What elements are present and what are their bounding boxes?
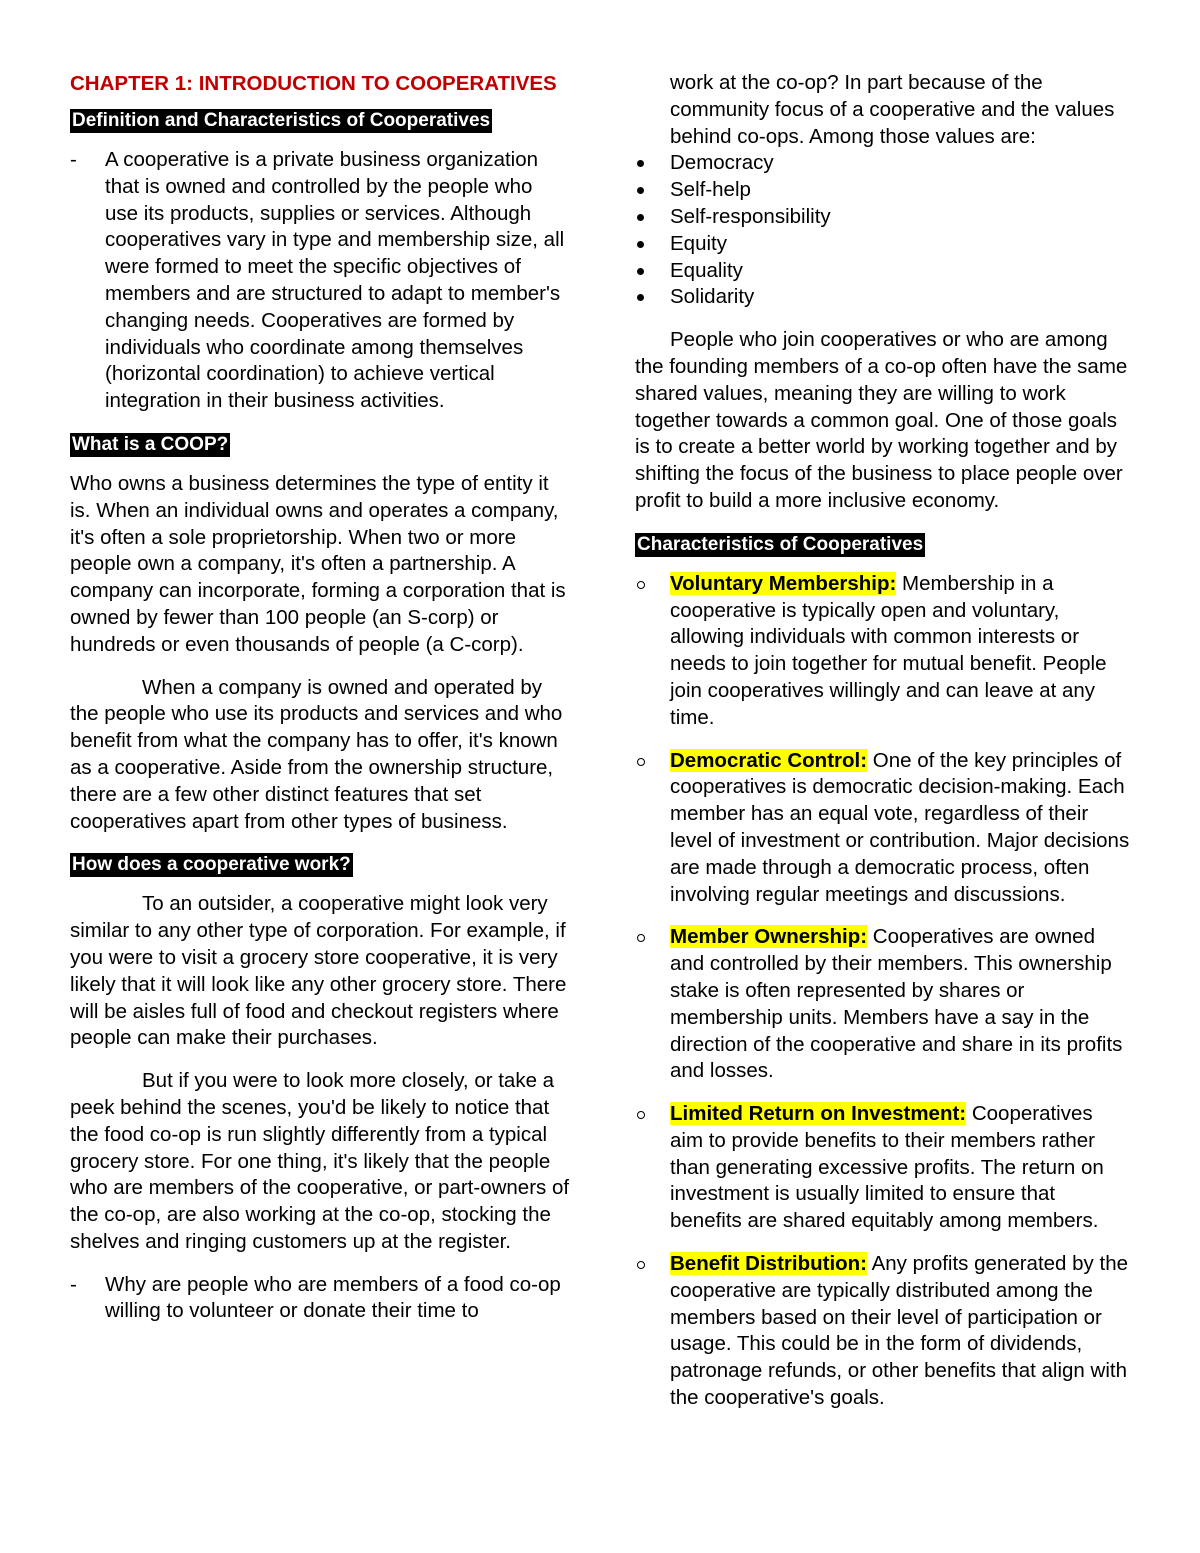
characteristic-term: Democratic Control: bbox=[670, 748, 868, 772]
list-item: Equality bbox=[635, 258, 1130, 285]
bullet-icon bbox=[637, 268, 644, 275]
what-is-coop-heading: What is a COOP? bbox=[72, 433, 229, 455]
bullet-icon bbox=[637, 187, 644, 194]
shared-values-paragraph: People who join cooperatives or who are among the founding members of a co-op often have the same shared values, meaning they are willing to work together towards a common goal. One of those goals is to create a better world by working together and by shifting the focus of the business to place people over profit to build a more inclusive economy. bbox=[635, 328, 1128, 512]
list-item: Equity bbox=[635, 231, 1130, 258]
characteristic-item bbox=[635, 1101, 1130, 1235]
how-works-paragraph-2: But if you were to look more closely, or take a peek behind the scenes, you'd be likely to notice that the food co-op is run slightly differently from a typical grocery store. For one thing, it's likely that the people who are members of the cooperative, or part-owners of the co-op, are also working at the co-op, stocking the shelves and ringing customers up at the register. bbox=[70, 1069, 570, 1253]
list-item: Solidarity bbox=[635, 284, 1130, 311]
bullet-icon bbox=[637, 294, 644, 301]
circle-bullet-icon bbox=[637, 934, 645, 942]
circle-bullet-icon bbox=[637, 581, 645, 589]
characteristic-item bbox=[635, 748, 1130, 909]
circle-bullet-icon bbox=[637, 1111, 645, 1119]
why-question-item bbox=[70, 1272, 570, 1326]
list-item: Self-help bbox=[635, 177, 1130, 204]
characteristic-term: Benefit Distribution: bbox=[670, 1252, 868, 1276]
list-item: Democracy bbox=[635, 150, 1130, 177]
characteristic-text: Cooperatives aim to provide benefits to their members rather than generating excessive profits. The return on investment is usually limited to ensure that benefits are shared equitably among members. bbox=[670, 1102, 1104, 1233]
definition-heading: Definition and Characteristics of Cooperatives bbox=[72, 110, 491, 131]
how-works-paragraph-1: To an outsider, a cooperative might look very similar to any other type of corporation. For example, if you were to visit a grocery store cooperative, it is very likely that it will look like any other grocery store. There will be aisles full of food and checkout registers where people can make their purchases. bbox=[70, 892, 567, 1050]
characteristic-term: Limited Return on Investment: bbox=[670, 1102, 967, 1126]
characteristic-text: Membership in a cooperative is typically open and voluntary, allowing individuals with common interests or needs to join together for mutual benefit. People join cooperatives willingly and can leave at any time. bbox=[670, 571, 1107, 729]
characteristic-item bbox=[635, 1251, 1130, 1412]
what-is-paragraph-2: When a company is owned and operated by the people who use its products and services and who benefit from what the company has to offer, it's known as a cooperative. Aside from the ownership structure, there are a few other distinct features that set cooperatives apart from other types of business. bbox=[70, 675, 563, 833]
characteristic-text: One of the key principles of cooperatives is democratic decision-making. Each member has an equal vote, regardless of their level of investment or contribution. Major decisions are made through a democratic process, often involving regular meetings and discussions. bbox=[670, 748, 1130, 906]
circle-bullet-icon bbox=[637, 1261, 645, 1269]
dash-marker: - bbox=[70, 148, 77, 171]
what-is-paragraph-1: Who owns a business determines the type of entity it is. When an individual owns and operates a company, it's often a sole proprietorship. When two or more people own a company, it's often a partnership. A company can incorporate, forming a corporation that is owned by fewer than 100 people (an S-corp) or hundreds or even thousands of people (a C-corp). bbox=[70, 471, 566, 656]
bullet-icon bbox=[637, 160, 644, 167]
bullet-icon bbox=[637, 214, 644, 221]
definition-text: A cooperative is a private business organization that is owned and controlled by the people who use its products, supplies or services. Although cooperatives vary in type and membership size, all were formed to meet the specific objectives of members and are structured to adapt to member's changing needs. Cooperatives are formed by individuals who coordinate among themselves (horizontal coordination) to achieve vertical integration in their business activities. bbox=[105, 148, 565, 413]
list-item: Self-responsibility bbox=[635, 204, 1130, 231]
characteristic-item bbox=[635, 571, 1130, 732]
characteristic-term: Voluntary Membership: bbox=[670, 571, 897, 595]
bullet-icon bbox=[637, 241, 644, 248]
how-works-heading: How does a cooperative work? bbox=[72, 854, 351, 876]
characteristics-heading: Characteristics of Cooperatives bbox=[637, 533, 924, 555]
dash-marker: - bbox=[70, 1272, 77, 1296]
left-column bbox=[70, 70, 570, 1341]
right-column bbox=[635, 70, 1130, 1428]
why-question-continuation: work at the co-op? In part because of the community focus of a cooperative and the values behind co-ops. Among those values are: bbox=[670, 71, 1115, 148]
circle-bullet-icon bbox=[637, 758, 645, 766]
characteristic-text: Cooperatives are owned and controlled by their members. This ownership stake is often represented by shares or membership units. Members have a say in the direction of the cooperative and share in its profits and losses. bbox=[670, 925, 1123, 1083]
definition-item bbox=[70, 147, 570, 415]
characteristic-term: Member Ownership: bbox=[670, 925, 868, 949]
chapter-title: CHAPTER 1: INTRODUCTION TO COOPERATIVES bbox=[70, 72, 557, 95]
values-list bbox=[635, 150, 1130, 311]
characteristic-text: Any profits generated by the cooperative are typically distributed among the members based on their level of participation or usage. This could be in the form of dividends, patronage refunds, or other benefits that align with the cooperative's goals. bbox=[670, 1252, 1128, 1410]
characteristic-item bbox=[635, 924, 1130, 1085]
why-question-text: Why are people who are members of a food co-op willing to volunteer or donate their time to bbox=[105, 1272, 561, 1323]
